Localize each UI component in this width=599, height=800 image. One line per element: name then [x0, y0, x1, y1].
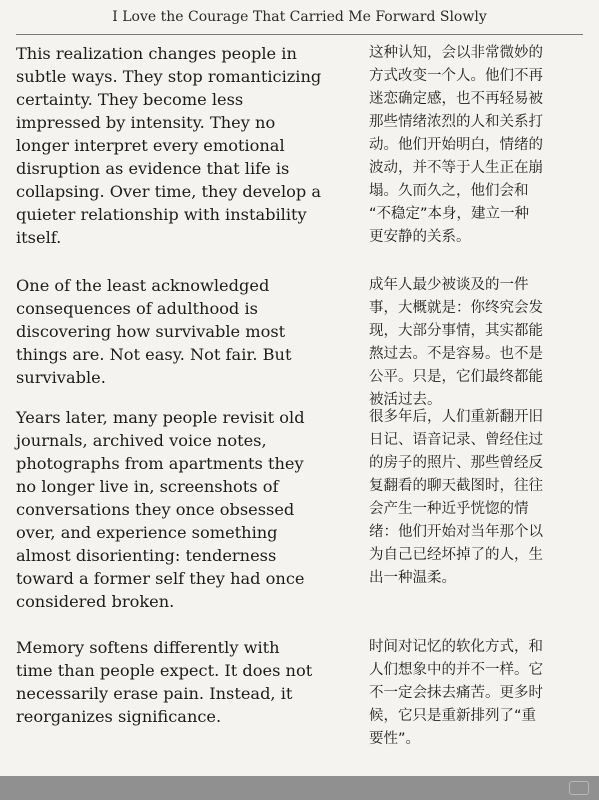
- chinese-line: 现，大部分事情，其实都能: [369, 323, 543, 339]
- chinese-line: 复翻看的聊天截图时，往往: [369, 478, 543, 494]
- english-line: almost disorienting: tenderness: [16, 546, 277, 565]
- english-paragraph: [16, 274, 316, 389]
- english-line: things are. Not easy. Not fair. But: [16, 345, 292, 364]
- chinese-paragraph: [369, 636, 584, 751]
- english-line: itself.: [16, 228, 62, 247]
- english-line: considered broken.: [16, 592, 175, 611]
- chinese-line: 这种认知，会以非常微妙的: [369, 45, 543, 61]
- chinese-line: 出一种温柔。: [369, 570, 456, 586]
- chinese-line: 动。他们开始明白，情绪的: [369, 137, 543, 153]
- english-line: discovering how survivable most: [16, 322, 286, 341]
- english-line: certainty. They become less: [16, 90, 244, 109]
- english-paragraph: [16, 406, 316, 613]
- chinese-line: 公平。只是，它们最终都能: [369, 369, 543, 385]
- english-line: disruption as evidence that life is: [16, 159, 290, 178]
- english-line: impressed by intensity. They no: [16, 113, 276, 132]
- english-line: Years later, many people revisit old: [16, 408, 305, 427]
- chinese-line: 那些情绪浓烈的人和关系打: [369, 114, 543, 130]
- english-line: conversations they once obsessed: [16, 500, 295, 519]
- chinese-paragraph: [369, 406, 584, 590]
- english-line: no longer live in, screenshots of: [16, 477, 279, 496]
- chinese-paragraph: [369, 42, 584, 249]
- chinese-line: 不一定会抹去痛苦。更多时: [369, 685, 543, 701]
- paragraph-block: [0, 42, 599, 274]
- english-line: longer interpret every emotional: [16, 136, 285, 155]
- chinese-line: 人们想象中的并不一样。它: [369, 662, 543, 678]
- english-line: over, and experience something: [16, 523, 278, 542]
- chinese-line: 很多年后，人们重新翻开旧: [369, 409, 543, 425]
- chinese-line: 方式改变一个人。他们不再: [369, 68, 543, 84]
- english-line: collapsing. Over time, they develop a: [16, 182, 322, 201]
- chinese-line: 波动，并不等于人生正在崩: [369, 160, 543, 176]
- chinese-line: 成年人最少被谈及的一件: [369, 277, 529, 293]
- title-divider: [16, 34, 583, 35]
- english-line: quieter relationship with instability: [16, 205, 307, 224]
- paragraph-block: [0, 274, 599, 406]
- chinese-line: 熬过去。不是容易。也不是: [369, 346, 543, 362]
- chinese-line: “不稳定”本身，建立一种: [369, 206, 530, 222]
- english-line: reorganizes significance.: [16, 707, 222, 726]
- english-line: necessarily erase pain. Instead, it: [16, 684, 293, 703]
- chinese-line: 候，它只是重新排列了“重: [369, 708, 537, 724]
- paragraph-block: [0, 636, 599, 756]
- chinese-line: 事，大概就是：你终究会发: [369, 300, 543, 316]
- chinese-line: 日记、语音记录、曾经住过: [369, 432, 543, 448]
- english-paragraph: [16, 636, 316, 728]
- english-line: consequences of adulthood is: [16, 299, 258, 318]
- chinese-line: 绪：他们开始对当年那个以: [369, 524, 543, 540]
- english-line: This realization changes people in: [16, 44, 297, 63]
- watermark-badge-icon: [569, 781, 589, 795]
- chinese-line: 更安静的关系。: [369, 229, 471, 245]
- page-title: I Love the Courage That Carried Me Forward Slowly: [112, 9, 487, 25]
- chinese-line: 时间对记忆的软化方式，和: [369, 639, 543, 655]
- bottom-bar: [0, 776, 599, 800]
- chinese-paragraph: [369, 274, 584, 412]
- chinese-line: 为自己已经坏掉了的人，生: [369, 547, 543, 563]
- chinese-line: 会产生一种近乎恍惚的情: [369, 501, 529, 517]
- chinese-line: 迷恋确定感，也不再轻易被: [369, 91, 543, 107]
- english-line: time than people expect. It does not: [16, 661, 313, 680]
- chinese-line: 的房子的照片、那些曾经反: [369, 455, 543, 471]
- english-line: One of the least acknowledged: [16, 276, 270, 295]
- english-line: survivable.: [16, 368, 106, 387]
- chinese-line: 被活过去。: [369, 392, 442, 408]
- chinese-line: 要性”。: [369, 731, 421, 747]
- english-line: subtle ways. They stop romanticizing: [16, 67, 322, 86]
- english-line: photographs from apartments they: [16, 454, 304, 473]
- bilingual-text-body: [0, 42, 599, 756]
- chinese-line: 塌。久而久之，他们会和: [369, 183, 529, 199]
- english-line: toward a former self they had once: [16, 569, 305, 588]
- english-line: journals, archived voice notes,: [16, 431, 267, 450]
- english-line: Memory softens differently with: [16, 638, 280, 657]
- english-paragraph: [16, 42, 322, 249]
- paragraph-block: [0, 406, 599, 636]
